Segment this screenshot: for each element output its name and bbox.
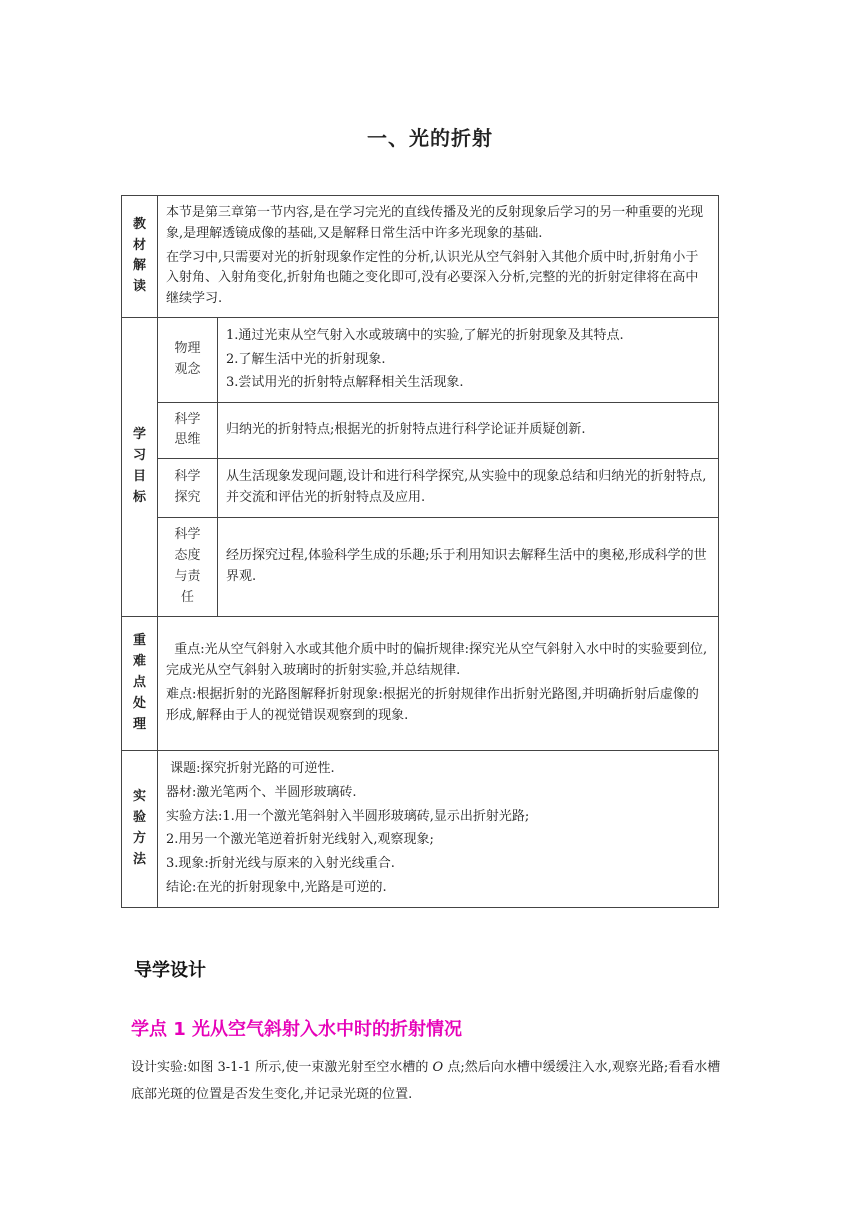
body-text-after: 点;然后向水槽中缓缓注入水,观察光路;看看水槽底部光斑的位置是否发生变化,并记录光斑的位置.: [131, 1060, 721, 1102]
row-siwei: [122, 402, 719, 458]
shiyan-line: 课题:探究折射光路的可逆性.: [166, 761, 335, 777]
taidu-content: [218, 517, 719, 616]
label-jiaocai: 教 材 解 读: [122, 196, 158, 318]
zhongnan-paragraph: 重点:光从空气斜射入水或其他介质中时的偏折规律:探究光从空气斜射入水中时的实验要到位,完成光从空气斜射入玻璃时的折射实验,并总结规律.: [166, 642, 708, 679]
row-tanjiu: [122, 458, 719, 517]
jiaocai-content: [158, 196, 719, 318]
shiyan-line: 实验方法:1.用一个激光笔斜射入半圆形玻璃砖,显示出折射光路;: [166, 808, 530, 824]
shiyan-line: 结论:在光的折射现象中,光路是可逆的.: [166, 880, 387, 896]
row-shiyan: [122, 750, 719, 907]
body-text-before: 设计实验:如图 3-1-1 所示,使一束激光射至空水槽的: [131, 1060, 433, 1075]
shiyan-line: 2.用另一个激光笔逆着折射光线射入,观察现象;: [166, 832, 434, 848]
siwei-content: [218, 402, 719, 458]
point-o: O: [432, 1060, 444, 1075]
sublabel-wuli: 物理 观念: [158, 317, 218, 402]
label-shiyan: 实 验 方 法: [122, 750, 158, 907]
shiyan-content: [158, 750, 719, 907]
row-wuli: [122, 317, 719, 402]
sublabel-taidu: 科学 态度 与责 任: [158, 517, 218, 616]
goal-line: 1.通过光束从空气射入水或玻璃中的实验,了解光的折射现象及其特点.: [226, 327, 624, 343]
shiyan-line: 器材:激光笔两个、半圆形玻璃砖.: [166, 784, 357, 800]
jiaocai-paragraph: 本节是第三章第一节内容,是在学习完光的直线传播及光的反射现象后学习的另一种重要的光现象,是理解透镜成像的基础,又是解释日常生活中许多光现象的基础.: [166, 205, 704, 241]
body-paragraph: [131, 1054, 729, 1108]
jiaocai-paragraph: 在学习中,只需要对光的折射现象作定性的分析,认识光从空气斜射入其他介质中时,折射角小于入射角、入射角变化,折射角也随之变化即可,没有必要深入分析,完整的光的折射定律将在高中继续学习.: [166, 249, 699, 307]
zhongnan-paragraph: 难点:根据折射的光路图解释折射现象:根据光的折射规律作出折射光路图,并明确折射后虚像的形成,解释由于人的视觉错误观察到的现象.: [166, 686, 699, 723]
page-title: 一、光的折射: [367, 126, 493, 150]
row-zhongnan: [122, 616, 719, 750]
wuli-content: [218, 317, 719, 402]
goal-line: 从生活现象发现问题,设计和进行科学探究,从实验中的现象总结和归纳光的折射特点,并交流和评估光的折射特点及应用.: [226, 469, 707, 505]
tanjiu-content: [218, 458, 719, 517]
sublabel-siwei: 科学 思维: [158, 402, 218, 458]
goal-line: 2.了解生活中光的折射现象.: [226, 351, 386, 367]
goal-line: 经历探究过程,体验科学生成的乐趣;乐于利用知识去解释生活中的奥秘,形成科学的世界观.: [226, 548, 707, 584]
xuedian-heading: 学点 1 光从空气斜射入水中时的折射情况: [131, 1019, 463, 1040]
label-zhongnan: 重 难 点 处 理: [122, 616, 158, 750]
zhongnan-content: [158, 616, 719, 750]
goal-line: 3.尝试用光的折射特点解释相关生活现象.: [226, 375, 464, 391]
row-taidu: [122, 517, 719, 616]
row-jiaocai: [122, 196, 719, 318]
goal-line: 归纳光的折射特点;根据光的折射特点进行科学论证并质疑创新.: [226, 422, 586, 438]
section-title: 导学设计: [134, 960, 206, 981]
shiyan-line: 3.现象:折射光线与原来的入射光线重合.: [166, 856, 395, 872]
label-xuexi: 学 习 目 标: [122, 317, 158, 616]
sublabel-tanjiu: 科学 探究: [158, 458, 218, 517]
lesson-table: [121, 195, 719, 908]
